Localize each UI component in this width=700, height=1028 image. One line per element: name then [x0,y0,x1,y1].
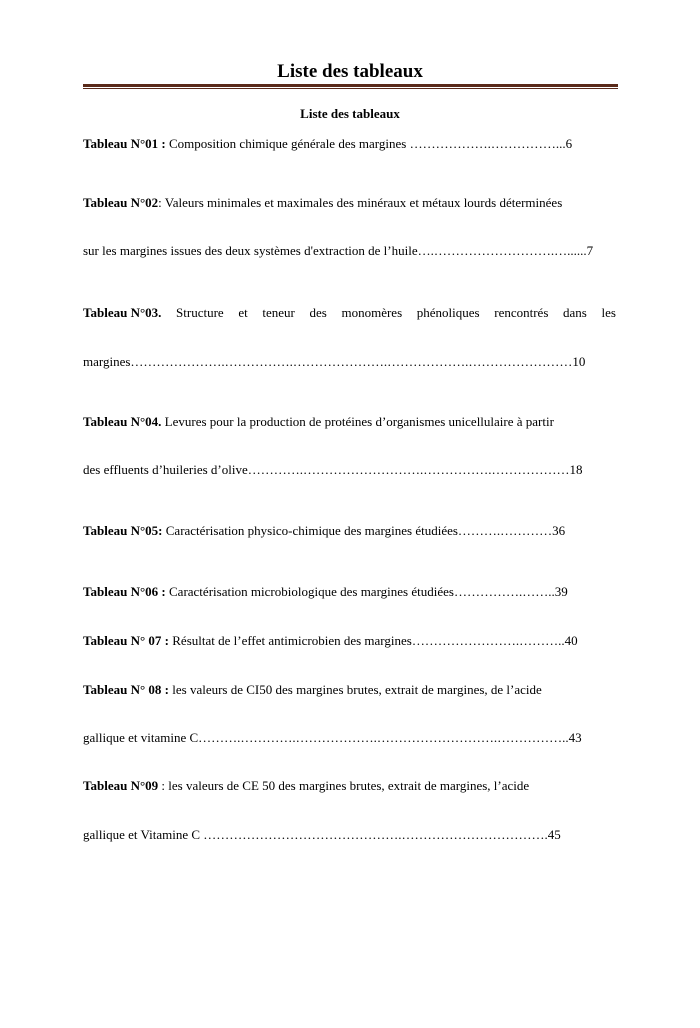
table-entry-03-line2 [83,353,616,371]
table-caption: Composition chimique générale des margines ……………….……………...6 [165,136,573,151]
table-label: Tableau N°02 [83,195,159,210]
caption-word: des [309,305,327,320]
caption-word: phénoliques [416,305,480,320]
table-caption: Résultat de l’effet antimicrobien des margines…………………….………..40 [169,633,578,648]
table-caption: : les valeurs de CE 50 des margines brutes, extrait de margines, l’acide [158,778,530,793]
section-title: Liste des tableaux [300,106,400,121]
table-entry-05 [83,522,616,540]
table-label: Tableau N° 08 : [83,682,169,697]
table-entry-04-line2 [83,461,616,479]
caption-word: monomères [341,305,403,320]
caption-word: rencontrés [494,305,549,320]
table-caption-continued: margines………………….…………….………………….……………….……………………10 [83,354,586,369]
table-caption-continued: gallique et vitamine C……….………….……………….……………………….……………..43 [83,730,582,745]
table-entry-02-line2 [83,242,616,260]
table-entry-07 [83,632,616,650]
table-caption-continued: sur les margines issues des deux systèmes d'extraction de l’huile….……………………….…......7 [83,243,594,258]
table-entry-01 [83,135,616,153]
table-label: Tableau N°05: [83,523,163,538]
table-caption: Levures pour la production de protéines d’organismes unicellulaire à partir [161,414,554,429]
table-caption-continued: gallique et Vitamine C ……………………………………….…………………………….45 [83,827,561,842]
table-label: Tableau N°03. [83,305,162,320]
header-rule-thick [83,84,618,87]
header-rule-thin [83,88,618,89]
table-caption: Caractérisation microbiologique des margines étudiées…………….……..39 [165,584,568,599]
table-entry-02-line1 [83,194,616,212]
page-header-title: Liste des tableaux [277,61,423,82]
table-label: Tableau N°04. [83,414,162,429]
table-caption: Caractérisation physico-chimique des margines étudiées……….…………36 [162,523,566,538]
table-label: Tableau N°01 : [83,136,166,151]
table-entry-09-line2 [83,826,616,844]
table-entry-08-line1 [83,681,616,699]
caption-word: et [238,305,248,320]
caption-word: dans [563,305,587,320]
table-label: Tableau N°06 : [83,584,166,599]
caption-word: teneur [262,305,295,320]
table-entry-09-line1 [83,777,616,795]
table-label: Tableau N° 07 : [83,633,169,648]
caption-word: Structure [176,305,224,320]
table-entry-08-line2 [83,729,616,747]
table-entry-03-line1 [83,304,616,322]
table-caption: : Valeurs minimales et maximales des minéraux et métaux lourds déterminées [158,195,563,210]
caption-word: les [601,305,616,320]
table-label: Tableau N°09 [83,778,159,793]
table-caption-continued: des effluents d’huileries d’olive………….……………………….…………….………………18 [83,462,583,477]
table-entry-04-line1 [83,413,616,431]
table-entry-06 [83,583,616,601]
table-caption: les valeurs de CI50 des margines brutes, extrait de margines, de l’acide [169,682,542,697]
